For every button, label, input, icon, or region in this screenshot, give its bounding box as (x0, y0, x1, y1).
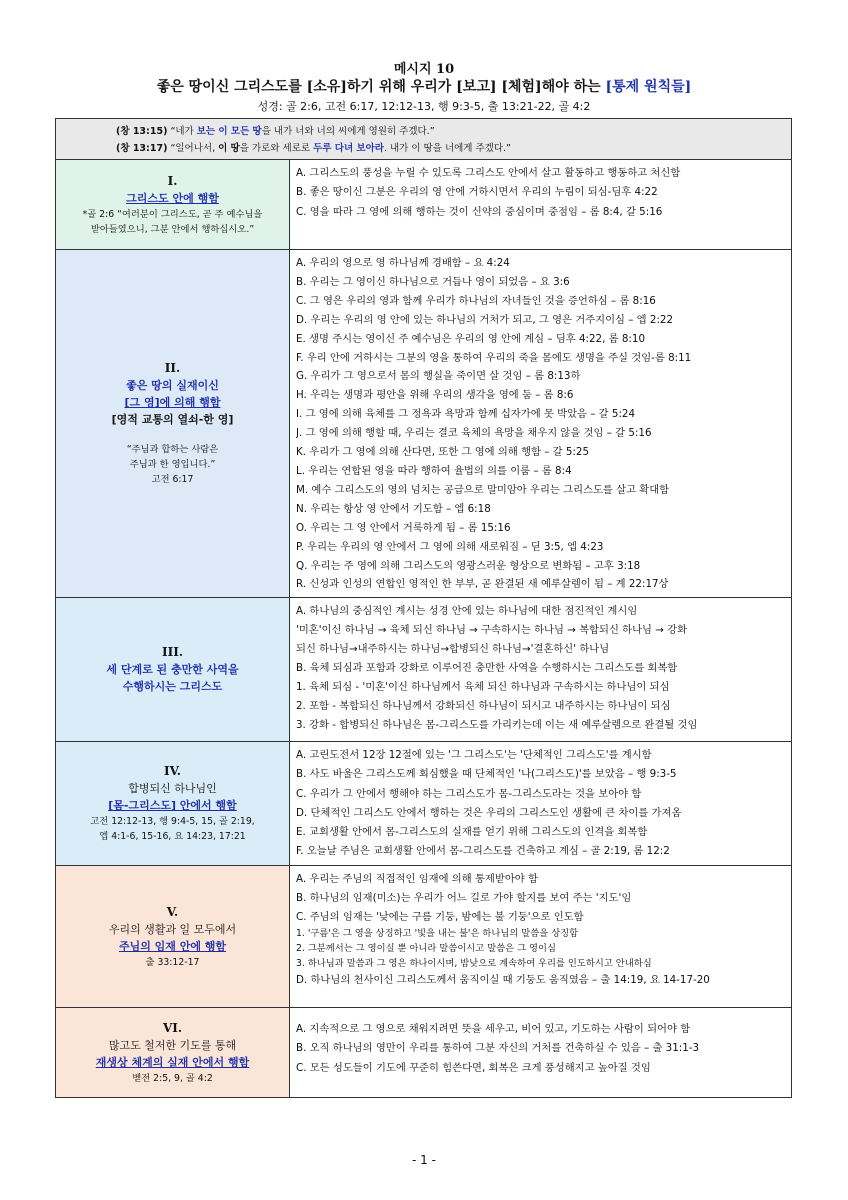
section-3-items (290, 598, 791, 741)
section-title: [그 영]에 의해 행함 (124, 396, 221, 409)
list-item: 되신 하나님→내주하시는 하나님→합병되신 하나님→'결혼하신' 하나님 (296, 643, 610, 655)
list-item: O. 우리는 그 영 안에서 거룩하게 됨 – 롬 15:16 (296, 521, 511, 534)
list-item: L. 우리는 연합된 영을 따라 행하여 율법의 의를 이룸 – 롬 8:4 (296, 464, 572, 477)
verse-text: 을 내가 너와 너의 씨에게 영원히 주겠다.” (261, 126, 435, 137)
section-numeral: VI. (162, 1020, 183, 1035)
list-item: B. 육체 되심과 포함과 강화로 이루어진 충만한 사역을 수행하시는 그리스도를 회복함 (296, 662, 678, 674)
verse-ref: (창 13:17) (116, 143, 168, 154)
verse-text: 을 가로와 세로로 (239, 143, 314, 154)
section-title: 재생상 체계의 실재 안에서 행함 (95, 1055, 250, 1069)
section-3-heading (56, 598, 290, 741)
verse-text: “네가 (167, 126, 197, 137)
section-note: “주님과 합하는 사람은 (126, 444, 219, 455)
list-item: P. 우리는 우리의 영 안에서 그 영에 의해 새로워짐 – 딛 3:5, 엡 4:23 (296, 540, 604, 553)
section-3 (55, 598, 792, 742)
list-item: 2. 포함 - 복합되신 하나님께서 강화되신 하나님이 되시고 내주하시는 하나님이 되심 (296, 700, 671, 712)
list-item: C. 모든 성도들이 기도에 꾸준히 힘쓴다면, 회복은 크게 풍성해지고 높아질 것임 (296, 1061, 651, 1074)
scripture-line: 성경: 골 2:6, 고전 6:17, 12:12-13, 행 9:3-5, 출 13:21-22, 골 4:2 (257, 100, 591, 113)
verse-highlight: 보는 이 모든 땅 (196, 126, 262, 137)
list-item: J. 그 영에 의해 행할 때, 우리는 결코 육체의 욕망을 채우지 않을 것임 – 갈 5:16 (296, 427, 652, 440)
section-title: 세 단계로 된 충만한 사역을 (106, 663, 239, 676)
section-title: 그리스도 안에 행함 (126, 191, 219, 205)
section-5-heading (56, 866, 290, 1007)
section-title: 우리의 생활과 일 모두에서 (108, 922, 237, 936)
list-item: E. 생명 주시는 영이신 주 예수님은 우리의 영 안에 계심 – 딤후 4:22, 롬 8:10 (296, 332, 645, 345)
list-item: D. 하나님의 천사이신 그리스도께서 움직이실 때 기둥도 움직였음 – 출 14:19, 요 14-17-20 (296, 974, 710, 987)
section-1-items (290, 160, 791, 249)
list-item: E. 교회생활 안에서 몸-그리스도의 실재를 얻기 위해 그리스도의 인격을 회복함 (296, 826, 648, 839)
list-item: A. 하나님의 중심적인 계시는 성경 안에 있는 하나님에 대한 점진적인 계시임 (296, 605, 638, 617)
section-numeral: V. (166, 904, 179, 919)
section-note: 주님과 한 영입니다.” (129, 459, 216, 470)
section-2-heading (56, 250, 290, 597)
list-item: A. 지속적으로 그 영으로 채워지려면 뜻을 세우고, 비어 있고, 기도하는 사람이 되어야 함 (296, 1023, 691, 1035)
title-highlight: [통제 원칙들] (605, 79, 692, 95)
list-item: F. 오늘날 주님은 교회생활 안에서 몸-그리스도를 건축하고 계심 – 골 2:19, 롬 12:2 (296, 845, 670, 858)
section-note: 고전 6:17 (151, 474, 194, 485)
list-item: 3. 강화 - 합병되신 하나님은 몸-그리스도를 가리키는데 이는 새 예루살렘으로 완결될 것임 (296, 719, 698, 731)
list-item: B. 우리는 그 영이신 하나님으로 거듭나 영이 되었음 – 요 3:6 (296, 275, 570, 288)
list-item: 1. 육체 되심 - '미혼'이신 하나님께서 육체 되신 하나님과 구속하시는 하나님이 되심 (296, 681, 670, 693)
list-item: C. 주님의 임재는 '낮에는 구름 기둥, 밤에는 불 기둥'으로 인도함 (296, 910, 584, 923)
section-6-heading (56, 1008, 290, 1097)
verse-ref: (창 13:15) (116, 126, 168, 137)
section-title: 좋은 땅의 실재이신 (126, 379, 219, 392)
section-note: 벧전 2:5, 9, 골 4:2 (132, 1072, 213, 1084)
section-4 (55, 742, 792, 866)
section-numeral: III. (161, 645, 184, 659)
section-6 (55, 1008, 792, 1098)
verse-highlight: 두루 다녀 보아라 (313, 143, 384, 154)
section-numeral: IV. (163, 764, 181, 778)
list-item: D. 단체적인 그리스도 안에서 행하는 것은 우리의 그리스도인 생활에 큰 차이를 가져옴 (296, 806, 682, 819)
list-item: C. 우리가 그 안에서 행해야 하는 그리스도가 몸-그리스도라는 것을 보아야 함 (296, 787, 642, 800)
section-note: *골 2:6 “여러분이 그리스도, 곧 주 예수님을 (82, 208, 263, 220)
list-item: H. 우리는 생명과 평안을 위해 우리의 생각을 영에 둠 – 롬 8:6 (296, 389, 574, 402)
section-note: 받아들였으니, 그분 안에서 행하십시오.” (90, 223, 255, 235)
section-note: 엡 4:1-6, 15-16, 요 14:23, 17:21 (99, 831, 246, 842)
section-2-items (290, 250, 791, 597)
section-1 (55, 160, 792, 250)
verse-highlight: 이 땅 (218, 143, 240, 154)
list-item: R. 신성과 인성의 연합인 영적인 한 부부, 곧 완결된 새 예루살렘이 됨 – 계 22:17상 (296, 578, 669, 591)
list-item: F. 우리 안에 거하시는 그분의 영을 통하여 우리의 죽을 몸에도 생명을 주실 것임-롬 8:11 (296, 351, 692, 364)
section-5 (55, 866, 792, 1008)
list-item: B. 사도 바울은 그리스도께 회심했을 때 단체적인 '나(그리스도)'를 보았음 – 행 9:3-5 (296, 768, 677, 781)
section-title: 주님의 임재 안에 행함 (118, 939, 227, 953)
section-1-heading (56, 160, 290, 249)
list-item: K. 우리가 그 영에 의해 산다면, 또한 그 영에 의해 행함 – 갈 5:25 (296, 446, 590, 459)
verse-text: . 내가 이 땅을 너에게 주겠다.” (383, 143, 511, 154)
list-item: '미혼'이신 하나님 → 육체 되신 하나님 → 구속하시는 하나님 → 복합되신 하나님 → 강화 (296, 624, 688, 636)
verse-line (116, 123, 791, 140)
title-text: 좋은 땅이신 그리스도를 [소유]하기 위해 우리가 [보고] [체험]해야 하는 (156, 79, 606, 95)
section-2 (55, 250, 792, 598)
verse-box (55, 118, 792, 160)
list-item: 2. 그분께서는 그 영이실 뿐 아니라 말씀이시고 말씀은 그 영이심 (296, 943, 556, 955)
list-item: A. 우리는 주님의 직접적인 임재에 의해 통제받아야 함 (296, 873, 538, 885)
section-title: [몸-그리스도] 안에서 행함 (108, 799, 237, 812)
verse-line (116, 140, 791, 157)
list-item: D. 우리는 우리의 영 안에 있는 하나님의 거처가 되고, 그 영은 거주지이심 – 엡 2:22 (296, 313, 674, 326)
list-item: Q. 우리는 주 영에 의해 그리스도의 영광스러운 형상으로 변화됨 – 고후 3:18 (296, 559, 641, 572)
page-title (0, 76, 848, 96)
section-4-heading (56, 742, 290, 865)
list-item: A. 우리의 영으로 영 하나님께 경배함 – 요 4:24 (296, 257, 510, 269)
section-5-items (290, 866, 791, 1007)
verse-text: “일어나서, (167, 143, 219, 154)
list-item: 3. 하나님과 말씀과 그 영은 하나이시며, 밤낮으로 계속하여 우리를 인도하시고 안내하심 (296, 958, 652, 970)
section-numeral: I. (167, 173, 178, 188)
section-note: 출 33:12-17 (145, 956, 200, 968)
list-item: B. 오직 하나님의 영만이 우리를 통하여 그분 자신의 거처를 건축하실 수 있음 – 출 31:1-3 (296, 1042, 700, 1055)
list-item: B. 하나님의 임재(미소)는 우리가 어느 길로 가야 할지를 보여 주는 '지도'임 (296, 891, 632, 904)
section-title: 많고도 철저한 기도를 통해 (108, 1038, 237, 1052)
list-item: G. 우리가 그 영으로서 몸의 행실을 죽이면 살 것임 – 롬 8:13하 (296, 370, 581, 383)
section-numeral: II. (164, 361, 181, 375)
list-item: A. 고린도전서 12장 12절에 있는 '그 그리스도'는 '단체적인 그리스도'를 계시함 (296, 749, 652, 761)
list-item: C. 그 영은 우리의 영과 함께 우리가 하나님의 자녀들인 것을 증언하심 – 롬 8:16 (296, 294, 656, 307)
list-item: N. 우리는 항상 영 안에서 기도함 – 엡 6:18 (296, 502, 491, 515)
list-item: A. 그리스도의 풍성을 누릴 수 있도록 그리스도 안에서 살고 활동하고 행동하고 처신함 (296, 167, 681, 179)
section-6-items (290, 1008, 791, 1097)
message-number: 메시지 10 (393, 62, 455, 77)
section-4-items (290, 742, 791, 865)
list-item: I. 그 영에 의해 육체를 그 정욕과 욕망과 함께 십자가에 못 박았음 – 갈 5:24 (296, 408, 636, 421)
list-item: B. 좋은 땅이신 그분은 우리의 영 안에 거하시면서 우리의 누림이 되심-딤후 4:22 (296, 186, 658, 199)
section-note: 고전 12:12-13, 행 9:4-5, 15, 골 2:19, (90, 816, 255, 827)
list-item: 1. '구름'은 그 영을 상징하고 '빛을 내는 불'은 하나님의 말씀을 상징함 (296, 928, 579, 940)
section-subtitle: [영적 교통의 열쇠-한 영] (111, 413, 234, 426)
list-item: C. 영을 따라 그 영에 의해 행하는 것이 신약의 중심이며 중점임 – 롬 8:4, 갈 5:16 (296, 205, 663, 218)
section-title: 수행하시는 그리스도 (122, 680, 223, 693)
list-item: M. 예수 그리스도의 영의 넘치는 공급으로 말미암아 우리는 그리스도를 살고 확대함 (296, 483, 670, 496)
page-number: - 1 - (412, 1153, 436, 1167)
section-title: 합병되신 하나님인 (128, 782, 217, 795)
